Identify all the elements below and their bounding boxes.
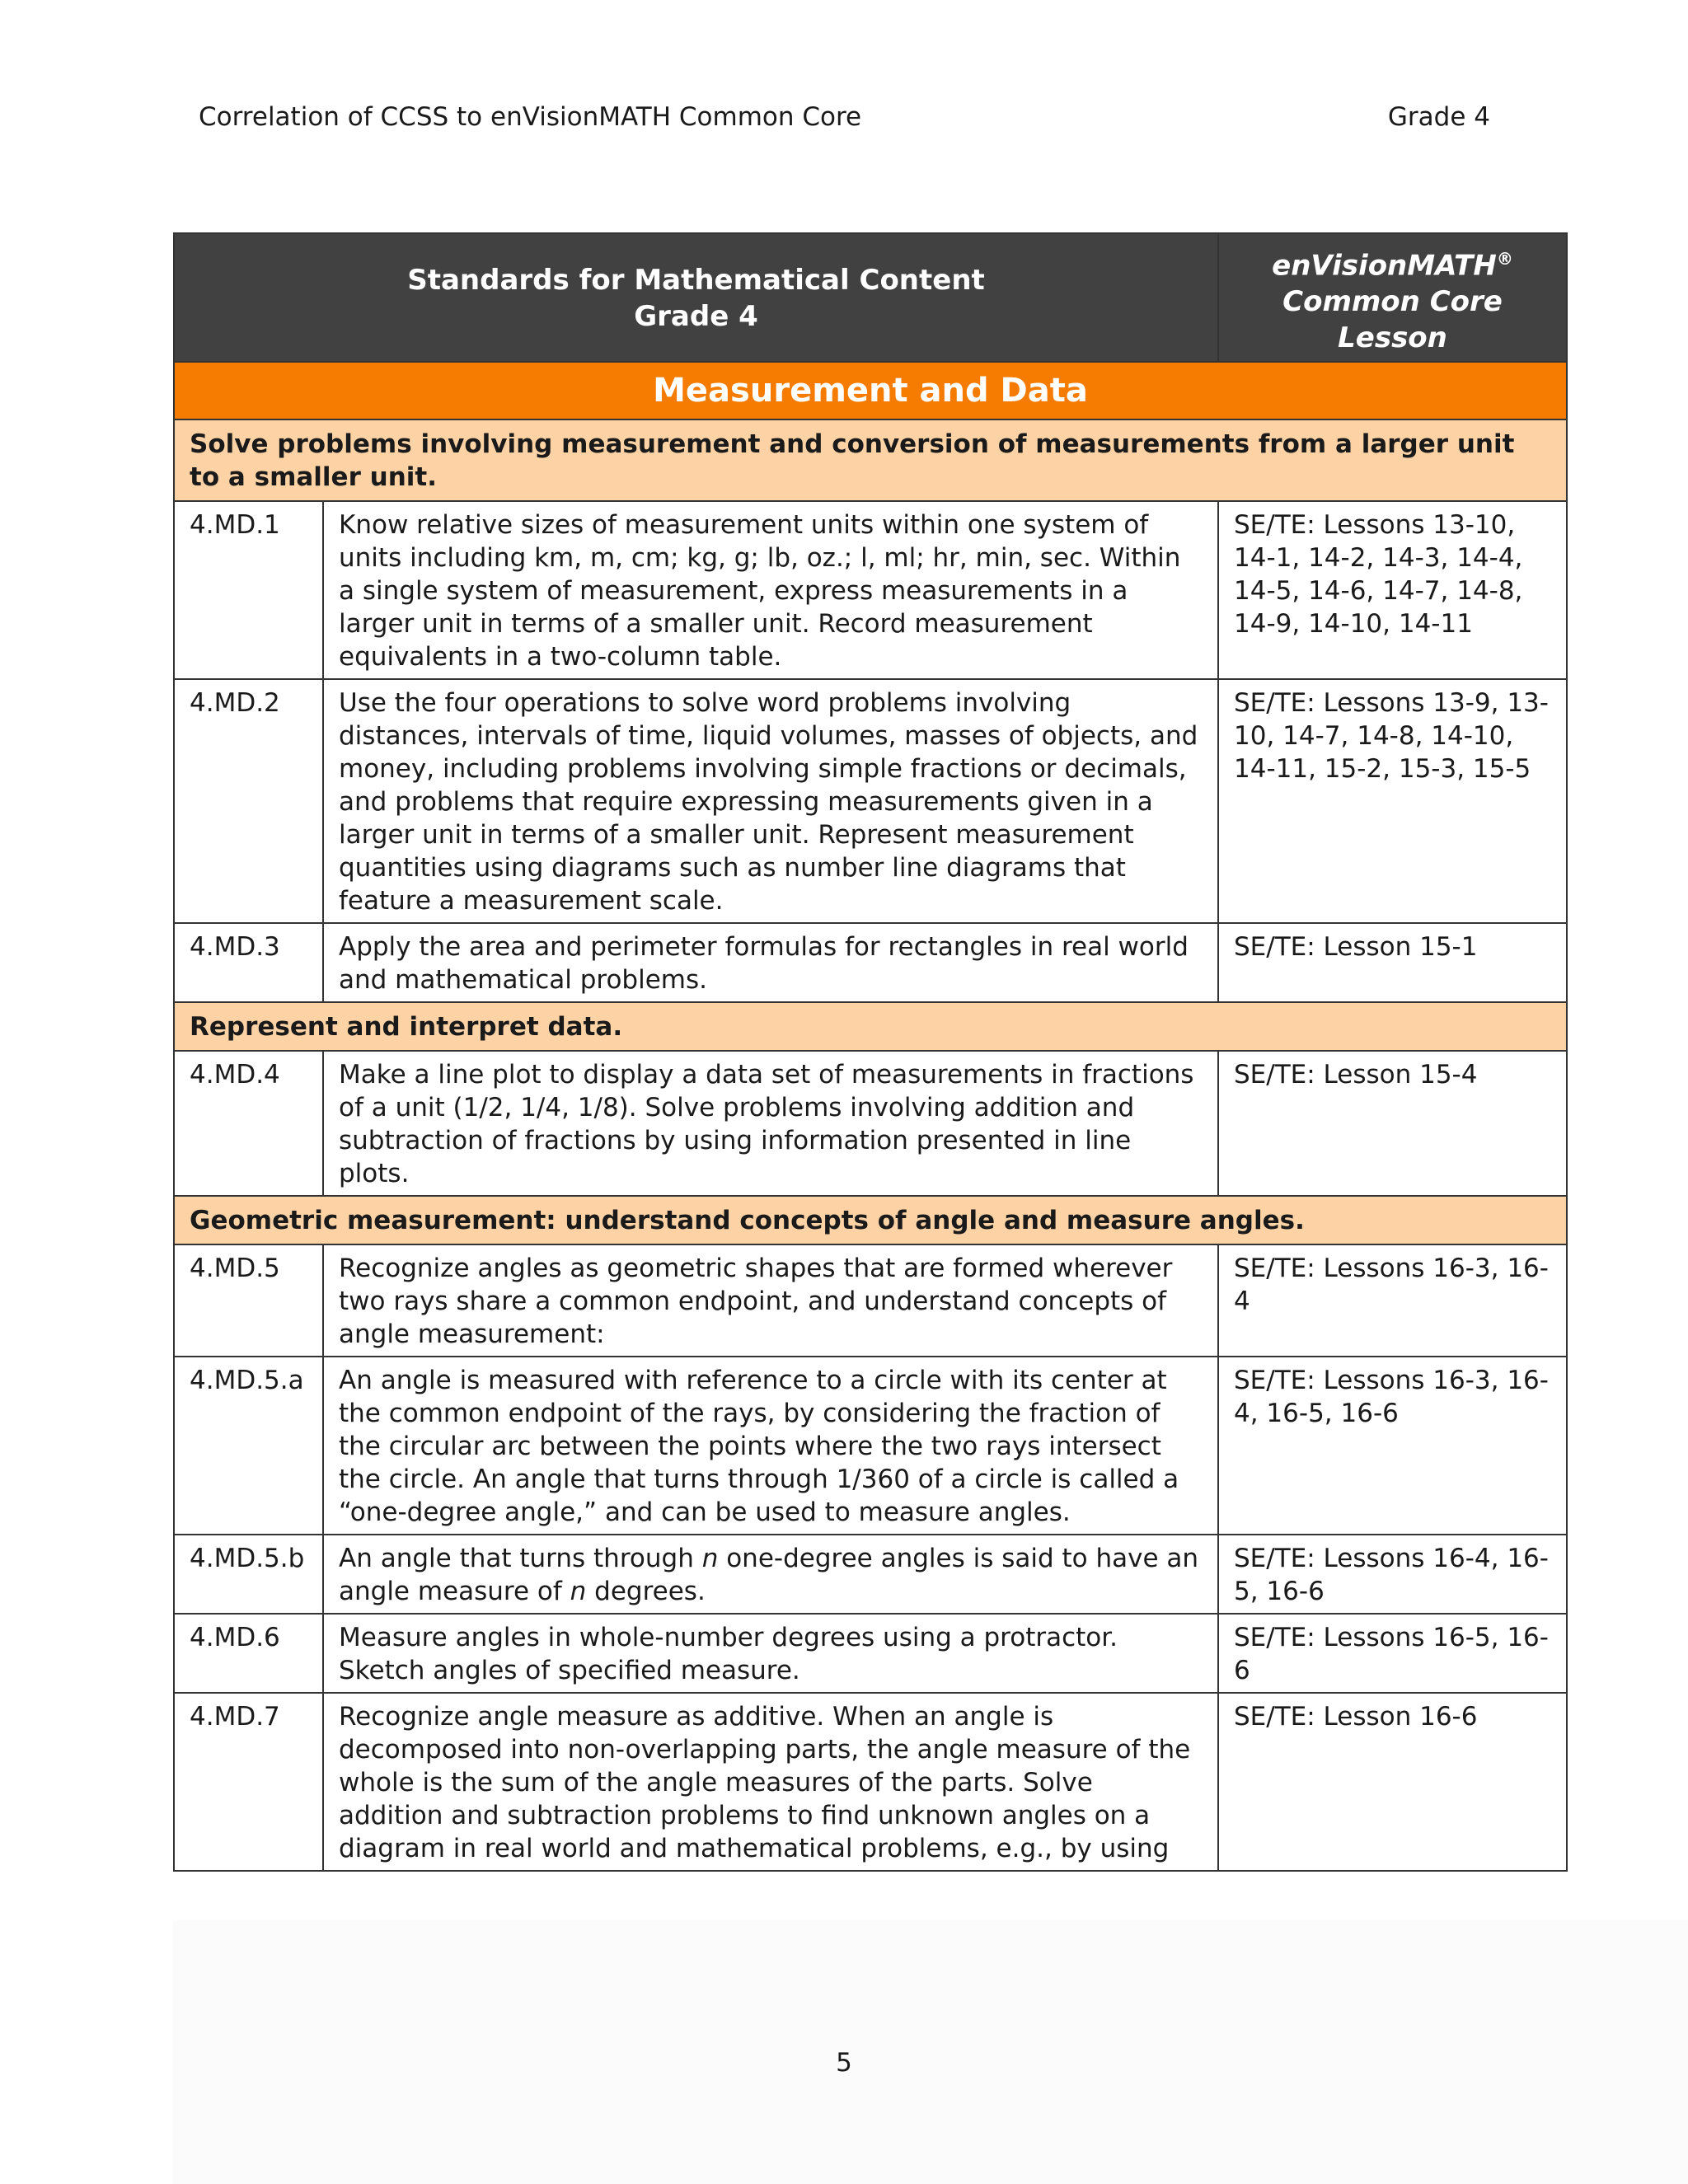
lesson-ref: SE/TE: Lesson 15-1	[1218, 923, 1567, 1002]
table-row	[174, 1051, 1567, 1196]
correlation-table	[173, 232, 1568, 1872]
standard-text: Measure angles in whole-number degrees using a protractor. Sketch angles of specified measure.	[323, 1614, 1218, 1693]
lesson-ref: SE/TE: Lessons 16-3, 16-4	[1218, 1244, 1567, 1357]
standard-code: 4.MD.5	[174, 1244, 323, 1357]
standard-text: Recognize angles as geometric shapes that are formed wherever two rays share a common endpoint, and understand concepts of angle measurement:	[323, 1244, 1218, 1357]
cluster-row: Solve problems involving measurement and conversion of measurements from a larger unit to a smaller unit.	[174, 419, 1567, 501]
header-grade: Grade 4	[1387, 102, 1490, 132]
table-row	[174, 501, 1567, 679]
standard-text: Know relative sizes of measurement units within one system of units including km, m, cm; kg, g; lb, oz.; l, ml; hr, min, sec. Within a single system of measurement, express measurements in a larger unit in terms of a smaller unit. Record measurement equivalents in a two-column table.	[323, 501, 1218, 679]
lesson-ref: SE/TE: Lessons 16-5, 16-6	[1218, 1614, 1567, 1693]
table-row	[174, 679, 1567, 923]
standard-code: 4.MD.4	[174, 1051, 323, 1196]
cluster-row: Geometric measurement: understand concepts of angle and measure angles.	[174, 1196, 1567, 1244]
standard-text: Recognize angle measure as additive. When an angle is decomposed into non-overlapping parts, the angle measure of the whole is the sum of the angle measures of the parts. Solve addition and subtraction problems to find unknown angles on a diagram in real world and mathematical problems, e.g., by using	[323, 1693, 1218, 1871]
standard-code: 4.MD.2	[174, 679, 323, 923]
lesson-ref: SE/TE: Lessons 13-10, 14-1, 14-2, 14-3, 14-4, 14-5, 14-6, 14-7, 14-8, 14-9, 14-10, 14-11	[1218, 501, 1567, 679]
standard-code: 4.MD.6	[174, 1614, 323, 1693]
table-row	[174, 1693, 1567, 1871]
standard-code: 4.MD.3	[174, 923, 323, 1002]
lesson-ref: SE/TE: Lesson 15-4	[1218, 1051, 1567, 1196]
cluster-row: Represent and interpret data.	[174, 1002, 1567, 1051]
standard-code: 4.MD.5.b	[174, 1535, 323, 1614]
standards-column-header: Standards for Mathematical Content Grade 4	[174, 233, 1218, 362]
lesson-column-header: enVisionMATH® Common Core Lesson	[1218, 233, 1567, 362]
table-row	[174, 1244, 1567, 1357]
table-row	[174, 1614, 1567, 1693]
lesson-ref: SE/TE: Lessons 16-3, 16-4, 16-5, 16-6	[1218, 1357, 1567, 1535]
header-title: Correlation of CCSS to enVisionMATH Common Core	[199, 102, 862, 132]
standard-code: 4.MD.1	[174, 501, 323, 679]
lesson-ref: SE/TE: Lessons 16-4, 16-5, 16-6	[1218, 1535, 1567, 1614]
table-row	[174, 1357, 1567, 1535]
lesson-ref: SE/TE: Lesson 16-6	[1218, 1693, 1567, 1871]
domain-title: Measurement and Data	[174, 362, 1567, 419]
lesson-ref: SE/TE: Lessons 13-9, 13-10, 14-7, 14-8, 14-10, 14-11, 15-2, 15-3, 15-5	[1218, 679, 1567, 923]
standard-code: 4.MD.5.a	[174, 1357, 323, 1535]
domain-row	[174, 362, 1567, 419]
standard-text: Apply the area and perimeter formulas for rectangles in real world and mathematical problems.	[323, 923, 1218, 1002]
table-row	[174, 923, 1567, 1002]
standard-text: Use the four operations to solve word problems involving distances, intervals of time, liquid volumes, masses of objects, and money, including problems involving simple fractions or decimals, and problems that require expressing measurements given in a larger unit in terms of a smaller unit. Represent measurement quantities using diagrams such as number line diagrams that feature a measurement scale.	[323, 679, 1218, 923]
standard-text: An angle is measured with reference to a circle with its center at the common endpoint of the rays, by considering the fraction of the circular arc between the points where the two rays intersect the circle. An angle that turns through 1/360 of a circle is called a “one-degree angle,” and can be used to measure angles.	[323, 1357, 1218, 1535]
page-number: 5	[836, 2048, 852, 2078]
standard-code: 4.MD.7	[174, 1693, 323, 1871]
standard-text: Make a line plot to display a data set of measurements in fractions of a unit (1/2, 1/4, 1/8). Solve problems involving addition and subtraction of fractions by using information presented in line plots.	[323, 1051, 1218, 1196]
standard-text: An angle that turns through n one-degree angles is said to have an angle measure of n degrees.	[323, 1535, 1218, 1614]
table-row	[174, 1535, 1567, 1614]
page-header	[199, 97, 1490, 137]
table-header-row	[174, 233, 1567, 362]
